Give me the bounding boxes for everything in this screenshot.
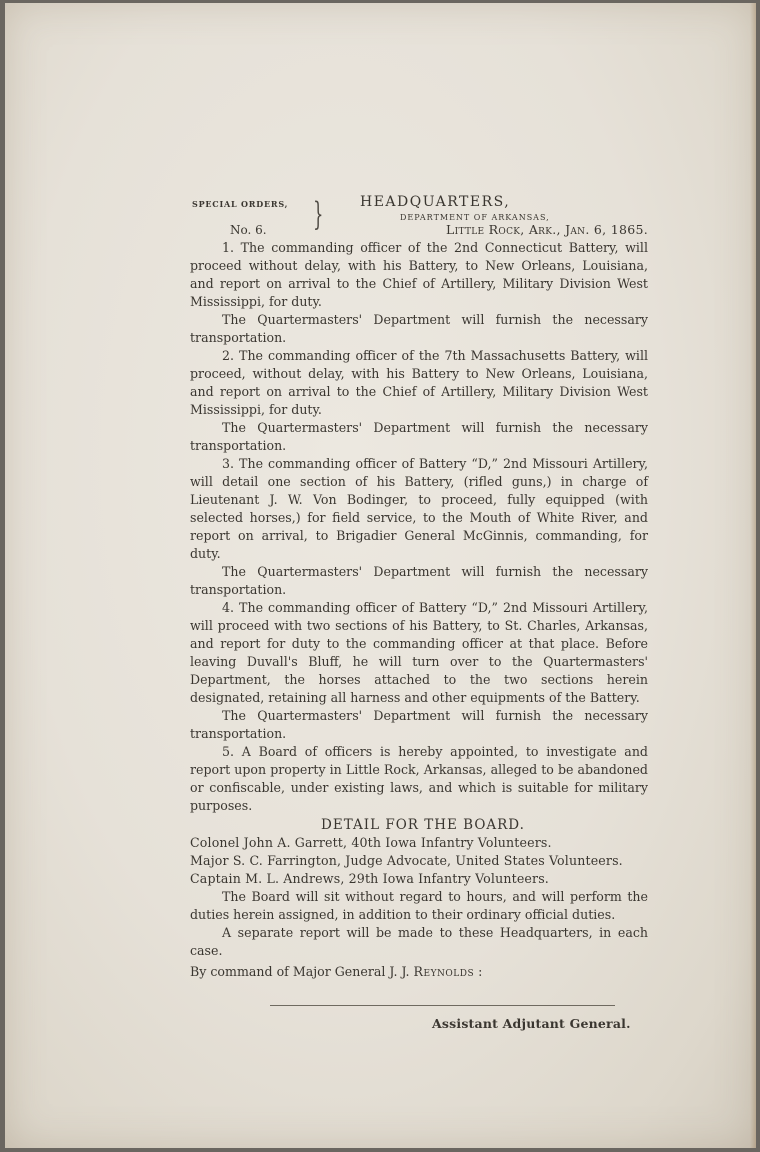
order-paragraph-3: 3. The commanding officer of Battery “D,” 2nd Missouri Artillery, will detail one section of his Battery, (rifled guns,) in charge of Lieutenant J. W. Von Bodinger, to proceed, fully equipped (with selected horses,) for field service, to the Mouth of White River, and report on arrival, to Brigadier General McGinnis, commanding, for duty. [190,456,648,561]
transport-note-2: The Quartermasters' Department will furnish the necessary transportation. [190,420,648,453]
board-member-2: Major S. C. Farrington, Judge Advocate, United States Volunteers. [190,853,623,868]
board-member-1: Colonel John A. Garrett, 40th Iowa Infantry Volunteers. [190,835,552,850]
order-header [190,191,648,239]
board-instructions: The Board will sit without regard to hours, and will perform the duties herein assigned, in addition to their ordinary official duties. [190,889,648,922]
brace-mark: } [313,195,324,233]
department-name: DEPARTMENT OF ARKANSAS, [400,213,550,222]
transport-note-3: The Quartermasters' Department will furnish the necessary transportation. [190,564,648,597]
transport-note-4: The Quartermasters' Department will furnish the necessary transportation. [190,708,648,741]
order-number: No. 6. [230,223,267,237]
signature-title: Assistant Adjutant General. [432,1016,631,1031]
order-paragraph-2: 2. The commanding officer of the 7th Massachusetts Battery, will proceed, without delay, with his Battery to New Orleans, Louisiana, and report on arrival to the Chief of Artillery, Military Division West Mississippi, for duty. [190,348,648,417]
dateline: Little Rock, Ark., Jan. 6, 1865. [446,222,648,237]
headquarters-title: HEADQUARTERS, [360,194,511,210]
transport-note-1: The Quartermasters' Department will furnish the necessary transportation. [190,312,648,345]
signature-line [270,1005,615,1006]
order-paragraph-1: 1. The commanding officer of the 2nd Connecticut Battery, will proceed without delay, with his Battery, to New Orleans, Louisiana, and report on arrival to the Chief of Artillery, Military Division West Mississippi, for duty. [190,240,648,309]
page-edge-stain [750,3,756,1148]
special-orders-label: SPECIAL ORDERS, [192,199,289,209]
command-prefix: By command of Major General J. J. [190,964,414,979]
special-orders-content [190,191,648,981]
detail-heading: DETAIL FOR THE BOARD. [321,817,525,833]
board-member-3: Captain M. L. Andrews, 29th Iowa Infantry Volunteers. [190,871,549,886]
order-paragraph-5: 5. A Board of officers is hereby appointed, to investigate and report upon property in Little Rock, Arkansas, alleged to be abandoned or confiscable, under existing laws, and which is suitable for military purposes. [190,744,648,813]
order-paragraph-4: 4. The commanding officer of Battery “D,” 2nd Missouri Artillery, will proceed with two sections of his Battery, to St. Charles, Arkansas, and report for duty to the commanding officer at that place. Before leaving Duvall's Bluff, he will turn over to the Quartermasters' Department, the horses attached to the two sections herein designated, retaining all harness and other equipments of the Battery. [190,600,648,705]
command-line [190,963,648,981]
general-name: Reynolds [413,964,475,979]
report-instructions: A separate report will be made to these Headquarters, in each case. [190,925,648,958]
document-page [5,3,756,1148]
command-suffix: : [474,964,483,979]
